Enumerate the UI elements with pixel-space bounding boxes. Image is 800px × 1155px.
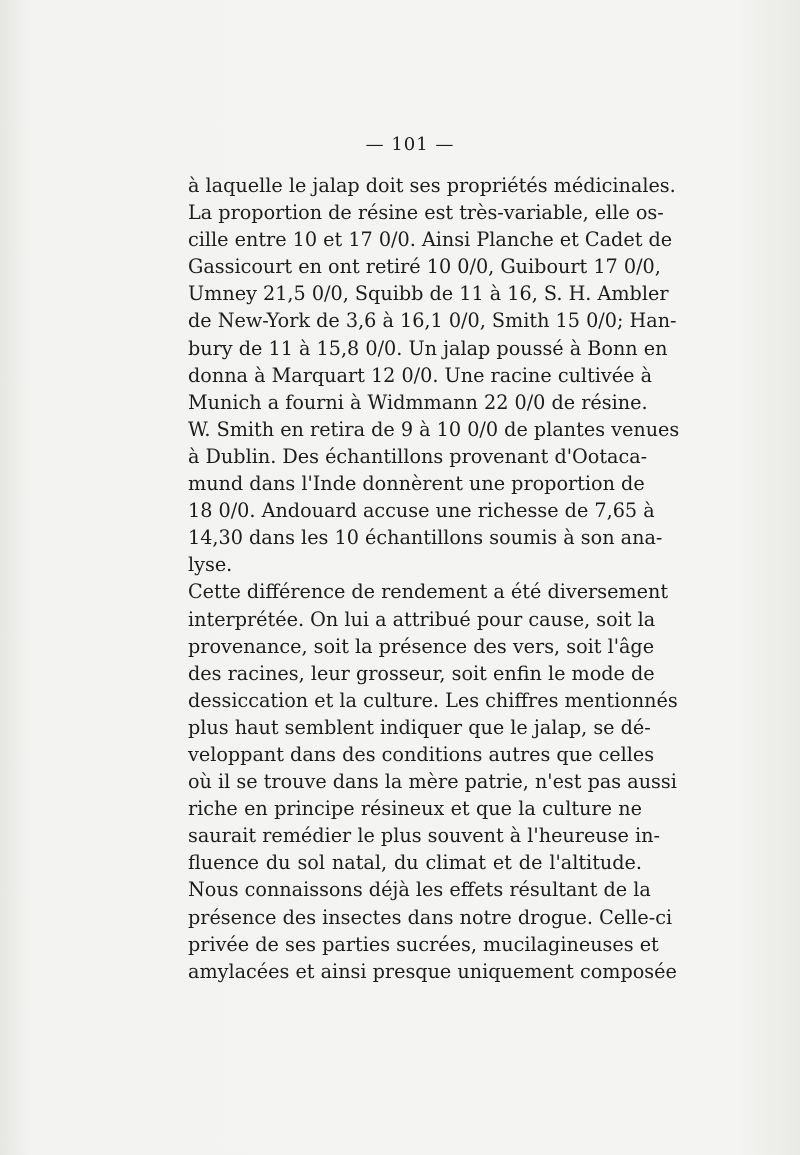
text-line: donna à Marquart 12 0/0. Une racine cultivée à	[188, 363, 653, 387]
text-line: Cette différence de rendement a été diversement	[188, 580, 669, 604]
text-line: Gassicourt en ont retiré 10 0/0, Guibourt 17 0/0,	[188, 255, 661, 279]
text-line: plus haut semblent indiquer que le jalap, se dé-	[188, 715, 651, 739]
text-line: fluence du sol natal, du climat et de l'altitude.	[188, 851, 642, 875]
body-text	[188, 172, 680, 985]
text-line: Nous connaissons déjà les effets résultant de la	[188, 878, 651, 902]
text-line: dessiccation et la culture. Les chiffres mentionnés	[188, 688, 678, 712]
text-line: présence des insectes dans notre drogue. Celle-ci	[188, 905, 673, 929]
text-line: provenance, soit la présence des vers, soit l'âge	[188, 634, 655, 658]
text-line: lyse.	[188, 553, 233, 577]
text-line: Munich a fourni à Widmmann 22 0/0 de résine.	[188, 390, 648, 414]
text-line: La proportion de résine est très-variable, elle os-	[188, 201, 664, 225]
text-line: amylacées et ainsi presque uniquement composée	[188, 959, 677, 983]
page-number: — 101 —	[365, 134, 455, 155]
text-line: privée de ses parties sucrées, mucilagineuses et	[188, 932, 659, 956]
text-line: bury de 11 à 15,8 0/0. Un jalap poussé à Bonn en	[188, 336, 668, 360]
text-line: 18 0/0. Andouard accuse une richesse de 7,65 à	[188, 499, 655, 523]
text-line: riche en principe résineux et que la culture ne	[188, 797, 642, 821]
text-line: des racines, leur grosseur, soit enfin le mode de	[188, 661, 655, 685]
text-line: W. Smith en retira de 9 à 10 0/0 de plantes venues	[188, 417, 680, 441]
text-line: mund dans l'Inde donnèrent une proportion de	[188, 472, 645, 496]
text-line: cille entre 10 et 17 0/0. Ainsi Planche et Cadet de	[188, 228, 673, 252]
text-line: saurait remédier le plus souvent à l'heureuse in-	[188, 824, 660, 848]
text-line: à Dublin. Des échantillons provenant d'Ootaca-	[188, 444, 648, 468]
text-line: 14,30 dans les 10 échantillons soumis à son ana-	[188, 526, 663, 550]
text-line: veloppant dans des conditions autres que celles	[188, 742, 655, 766]
text-line: à laquelle le jalap doit ses propriétés médicinales.	[188, 174, 676, 197]
text-line: interprétée. On lui a attribué pour cause, soit la	[188, 607, 656, 631]
text-line: où il se trouve dans la mère patrie, n'est pas aussi	[188, 770, 677, 794]
text-line: de New-York de 3,6 à 16,1 0/0, Smith 15 0/0; Han-	[188, 309, 677, 333]
text-line: Umney 21,5 0/0, Squibb de 11 à 16, S. H. Ambler	[188, 282, 669, 306]
